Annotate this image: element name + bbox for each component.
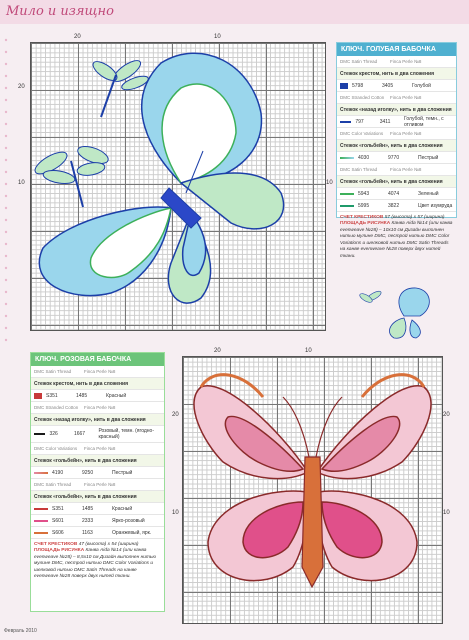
line-swatch	[34, 520, 48, 522]
color-swatch	[34, 393, 42, 399]
thread-row: S351 1485 Красный	[31, 390, 164, 402]
page-title: Мило и изящно	[6, 4, 114, 19]
thread-row: 5798 3405 Голубой	[337, 80, 456, 92]
grid-label-right-10: 10	[326, 180, 333, 186]
dragonfly-left	[32, 143, 111, 207]
key-title: КЛЮЧ. ГОЛУБАЯ БАБОЧКА	[337, 43, 456, 56]
section-holbein: Стежок «гольбейн», нить в два сложения	[31, 455, 164, 467]
column-header-row: DMC Satin Thread Finca Perle №8	[31, 479, 164, 491]
thread-row: 326 1667 Розовый, темн. (ягодно-красный)	[31, 426, 164, 443]
line-swatch	[340, 157, 354, 159]
column-header-row: DMC Color Variations Finca Perle №8	[337, 128, 456, 140]
grid-label-right-10: 10	[443, 510, 450, 516]
section-holbein: Стежок «гольбейн», нить в два сложения	[337, 140, 456, 152]
pink-butterfly-chart	[182, 356, 443, 624]
section-backstitch: Стежок «назад иголку», нить в два сложения	[337, 104, 456, 116]
thread-row: 5995 3822 Цвет изумруда	[337, 200, 456, 212]
thread-row: S606 1163 Оранжевый, ярк.	[31, 527, 164, 539]
key-title: КЛЮЧ. РОЗОВАЯ БАБОЧКА	[31, 353, 164, 366]
section-holbein-2: Стежок «гольбейн», нить в два сложения	[31, 491, 164, 503]
grid-label-top-20: 20	[214, 348, 221, 354]
column-header-row: DMC Satin Thread Finca Perle №8	[337, 56, 456, 68]
thread-row: 797 3411 Голубой, темн., с отливом	[337, 116, 456, 128]
grid-label-left-10: 10	[172, 510, 179, 516]
thread-row: S601 2333 Ярко-розовый	[31, 515, 164, 527]
butterfly-body	[302, 457, 323, 587]
grid-label-left-20: 20	[18, 84, 25, 90]
column-header-row: DMC Stranded Cotton Finca Perle №8	[31, 402, 164, 414]
grid-label-top-20: 20	[74, 34, 81, 40]
section-cross-stitch: Стежок крестом, нить в два сложения	[337, 68, 456, 80]
grid-label-top-10: 10	[214, 34, 221, 40]
butterfly-upper-wing	[142, 53, 284, 229]
column-header-row: DMC Satin Thread Finca Perle №8	[337, 164, 456, 176]
pink-butterfly-key	[30, 352, 165, 612]
page-footer: Февраль 2010	[4, 628, 37, 634]
dragonfly-top	[90, 57, 150, 117]
thread-row: 4030 9770 Пестрый	[337, 152, 456, 164]
column-header-row: DMC Color Variations Finca Perle №8	[31, 443, 164, 455]
grid-label-right-20: 20	[443, 412, 450, 418]
blue-butterfly-thumbnail	[354, 282, 444, 342]
pink-butterfly-illustration	[183, 357, 442, 623]
line-swatch	[340, 193, 354, 195]
line-swatch	[34, 508, 48, 510]
thread-row: 5943 4074 Зеленый	[337, 188, 456, 200]
thread-row: S351 1485 Красный	[31, 503, 164, 515]
blue-butterfly-illustration	[31, 43, 325, 330]
line-swatch	[34, 472, 48, 474]
line-swatch	[34, 532, 48, 534]
section-backstitch: Стежок «назад иголку», нить в два сложения	[31, 414, 164, 426]
section-cross-stitch: Стежок крестом, нить в два сложения	[31, 378, 164, 390]
grid-label-top-10: 10	[305, 348, 312, 354]
column-header-row: DMC Stranded Cotton Finca Perle №8	[337, 92, 456, 104]
line-swatch	[34, 433, 45, 435]
color-swatch	[340, 83, 348, 89]
thread-row: 4190 9250 Пестрый	[31, 467, 164, 479]
section-holbein-2: Стежок «гольбейн», нить в два сложения	[337, 176, 456, 188]
blue-butterfly-key	[336, 42, 457, 259]
grid-label-left-20: 20	[172, 412, 179, 418]
stitch-info: СЧЕТ КРЕСТИКОВ 47 (высота) х 54 (ширина) ПЛОЩАДЬ РИСУНКА Канва Aida №14 (или канва evenweave №28) – 8,5х10 см Дизайн выполнен нитью мулине DMC, пестрой нитью DMC Color Variations и шелковой нитью DMC Satin Threads на канве evenweave №28 поверх двух нитей ткани.	[34, 542, 156, 580]
line-swatch	[340, 121, 351, 123]
column-header-row: DMC Satin Thread Finca Perle №8	[31, 366, 164, 378]
grid-label-left-10: 10	[18, 180, 25, 186]
line-swatch	[340, 205, 354, 207]
blue-butterfly-chart	[30, 42, 326, 331]
stitch-info: СЧЕТ КРЕСТИКОВ 57 (высота) х 57 (ширина) ПЛОЩАДЬ РИСУНКА Канва Aida №14 (или канва evenweave №28) – 10х10 см Дизайн выполнен нитью мулине DMC, пестрой нитью DMC Color Variations и шелковой нитью DMC Satin Threads на канве evenweave №28 поверх двух нитей ткани.	[340, 215, 453, 259]
